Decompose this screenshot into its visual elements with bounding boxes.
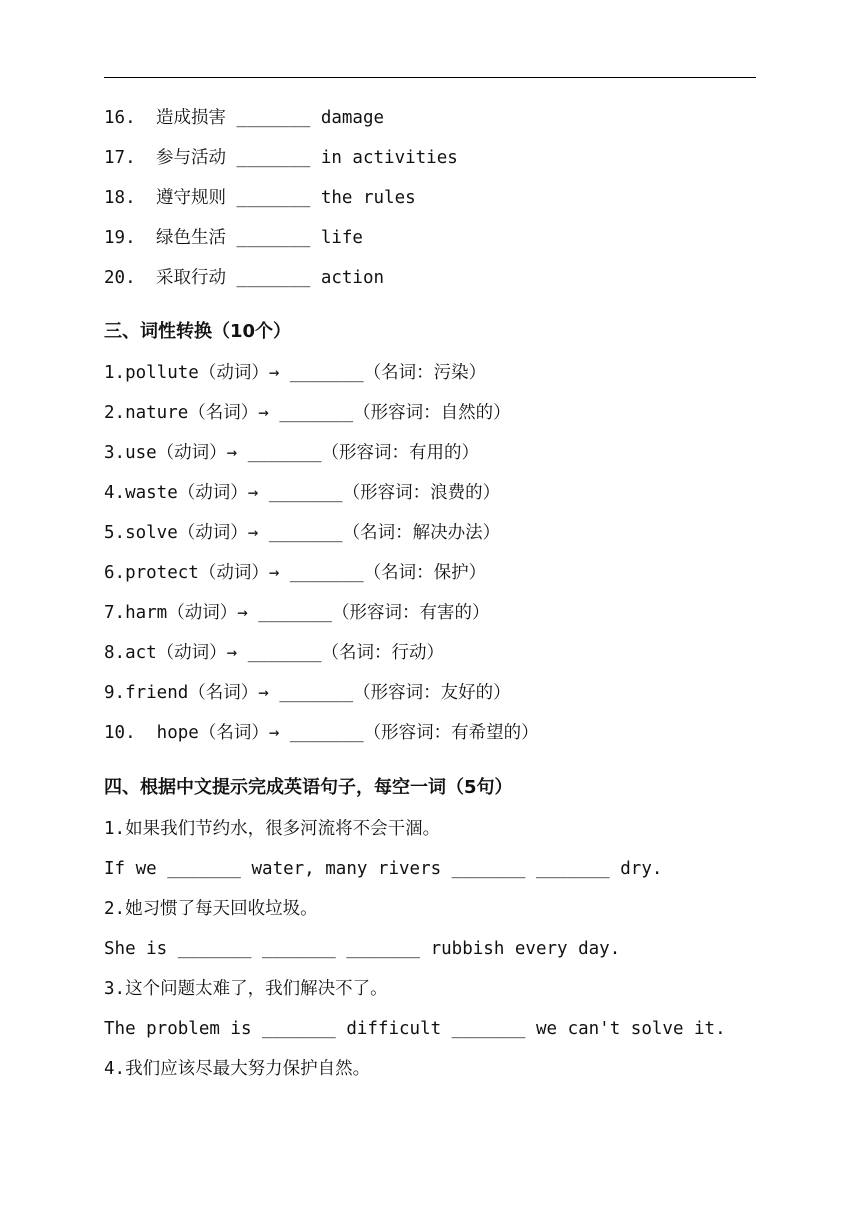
item-number: 18.: [104, 188, 136, 208]
list-item: 5.solve（动词）→ _______（名词：解决办法）: [104, 523, 501, 543]
item-text: 造成损害 _______ damage: [156, 108, 385, 128]
question-chinese: 2.她习惯了每天回收垃圾。: [104, 899, 318, 919]
list-item: 3.use（动词）→ _______（形容词：有用的）: [104, 443, 480, 463]
list-item: 7.harm（动词）→ _______（形容词：有害的）: [104, 603, 490, 623]
list-item: 8.act（动词）→ _______（名词：行动）: [104, 643, 445, 663]
section-heading: 三、词性转换（10个）: [104, 321, 292, 342]
item-number: 20.: [104, 268, 136, 288]
question-chinese: 4.我们应该尽最大努力保护自然。: [104, 1059, 371, 1079]
item-number: 16.: [104, 108, 136, 128]
header-rule: [104, 77, 756, 78]
list-item: 10. hope（名词）→ _______（形容词：有希望的）: [104, 723, 539, 743]
item-text: 参与活动 _______ in activities: [156, 148, 458, 168]
question-english: She is _______ _______ _______ rubbish every day.: [104, 939, 621, 959]
phrase-item: [104, 266, 384, 290]
phrase-item: [104, 226, 363, 250]
phrase-item: [104, 186, 416, 210]
item-text: 采取行动 _______ action: [156, 268, 385, 288]
item-text: 绿色生活 _______ life: [156, 228, 363, 248]
question-chinese: 1.如果我们节约水，很多河流将不会干涸。: [104, 819, 441, 839]
question-english: If we _______ water, many rivers _______ _______ dry.: [104, 859, 663, 879]
list-item: 6.protect（动词）→ _______（名词：保护）: [104, 563, 487, 583]
list-item: 9.friend（名词）→ _______（形容词：友好的）: [104, 683, 511, 703]
question-chinese: 3.这个问题太难了，我们解决不了。: [104, 979, 388, 999]
list-item: 4.waste（动词）→ _______（形容词：浪费的）: [104, 483, 501, 503]
section-heading: 四、根据中文提示完成英语句子，每空一词（5句）: [104, 777, 513, 798]
item-text: 遵守规则 _______ the rules: [156, 188, 416, 208]
item-number: 19.: [104, 228, 136, 248]
list-item: 1.pollute（动词）→ _______（名词：污染）: [104, 363, 487, 383]
item-number: 17.: [104, 148, 136, 168]
phrase-item: [104, 106, 384, 130]
list-item: 2.nature（名词）→ _______（形容词：自然的）: [104, 403, 511, 423]
phrase-item: [104, 146, 458, 170]
question-english: The problem is _______ difficult _______ we can't solve it.: [104, 1019, 726, 1039]
